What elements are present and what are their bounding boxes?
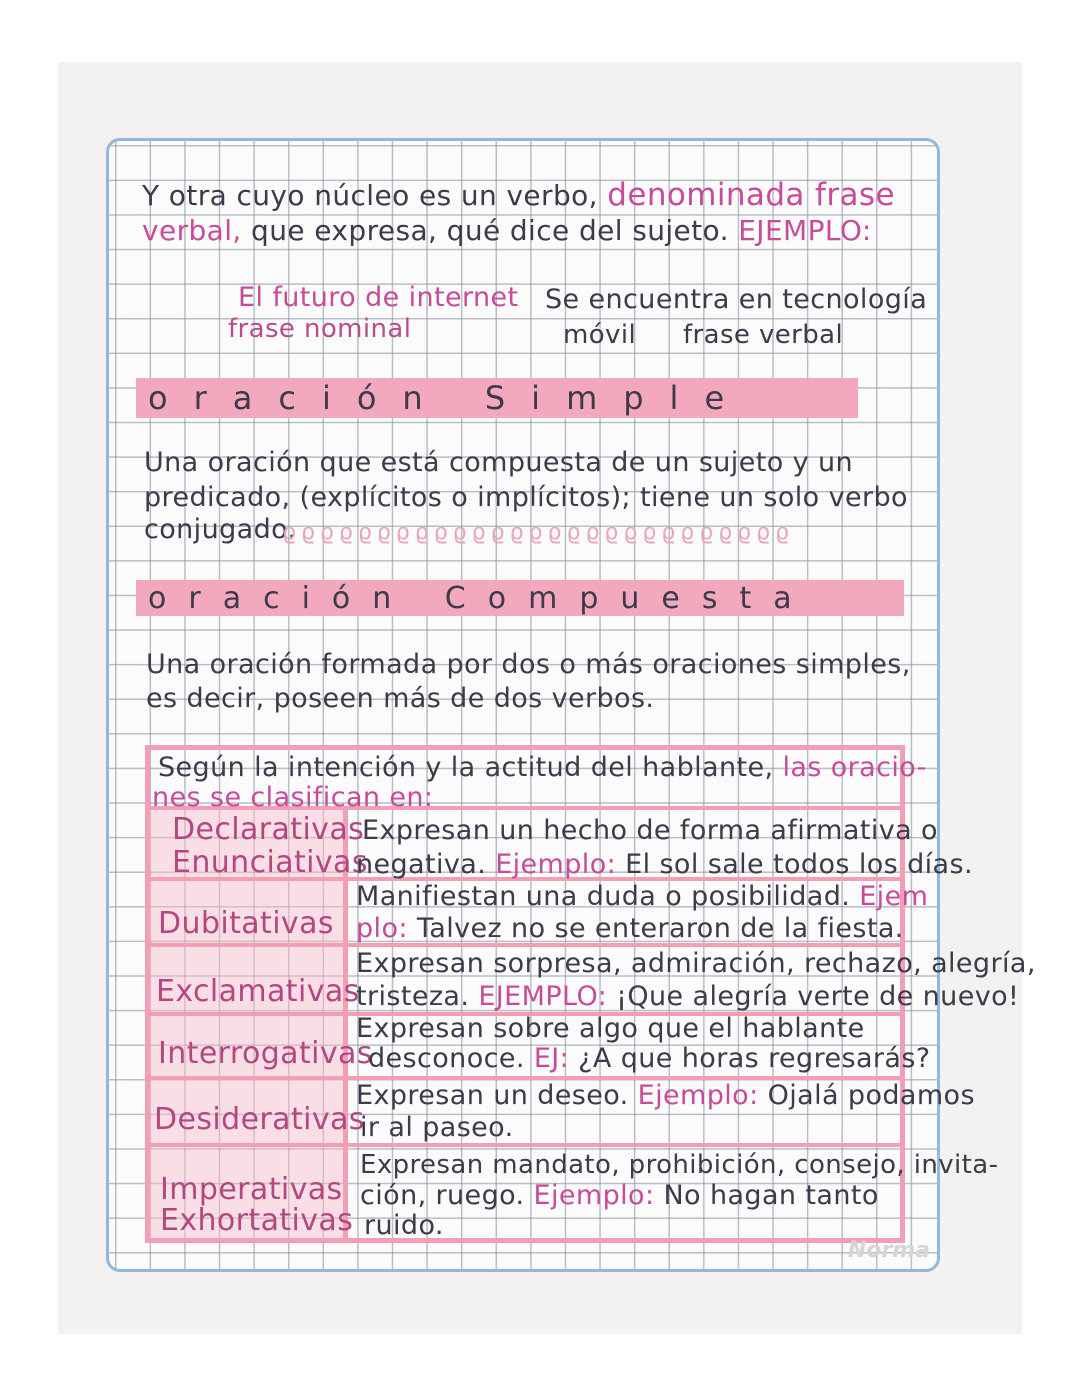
intro-term: denominada frase	[607, 177, 895, 213]
example-verbal-phrase-2: móvil	[563, 320, 637, 350]
desc-imperativas-2	[360, 1180, 879, 1211]
compuesta-definition-line-1: Una oración formada por dos o más oraciones simples,	[146, 649, 911, 680]
label-exhortativas: Exhortativas	[160, 1203, 354, 1238]
section-title-compuesta: oración Compuesta	[148, 580, 814, 616]
notebook-brand-logo: Norma	[847, 1238, 930, 1263]
simple-definition-line-1: Una oración que está compuesta de un sujeto y un	[144, 447, 853, 478]
classification-intro-term: las oracio-	[782, 752, 927, 783]
desc-text: desconoce.	[368, 1043, 525, 1074]
intro-example-label: EJEMPLO:	[738, 214, 872, 247]
label-interrogativas: Interrogativas	[158, 1036, 373, 1071]
example-verbal-label: frase verbal	[683, 320, 844, 350]
section-title-simple: oración Simple	[148, 379, 751, 417]
desc-imperativas-1: Expresan mandato, prohibición, consejo, invita-	[360, 1150, 999, 1180]
desc-dubitativas-2	[356, 913, 904, 944]
example-text: El sol sale todos los días.	[625, 849, 973, 880]
desc-desiderativas-2: ir al paseo.	[360, 1112, 514, 1143]
desc-text: negativa.	[356, 849, 487, 880]
classification-intro-line-1	[158, 752, 927, 783]
label-dubitativas: Dubitativas	[158, 906, 334, 941]
desc-declarativas-2	[356, 849, 973, 880]
desc-exclamativas-2	[356, 981, 1019, 1012]
section-banner-compuesta	[136, 580, 904, 616]
label-imperativas: Imperativas	[160, 1172, 343, 1207]
desc-dubitativas-1	[356, 881, 928, 912]
intro-term-verbal: verbal,	[142, 214, 242, 247]
example-text: Talvez no se enteraron de la fiesta.	[416, 913, 904, 944]
desc-imperativas-3: ruido.	[364, 1210, 444, 1241]
desc-text: ción, ruego.	[360, 1180, 525, 1211]
example-text: No hagan tanto	[663, 1180, 879, 1211]
compuesta-definition-line-2: es decir, poseen más de dos verbos.	[146, 683, 655, 714]
example-text: Ojalá podamos	[767, 1080, 975, 1111]
intro-text-2: que expresa, qué dice del sujeto.	[251, 214, 729, 247]
example-text: ¡Que alegría verte de nuevo!	[616, 981, 1020, 1012]
decorative-dots: ϱϱϱϱϱϱϱϱϱϱϱϱϱϱϱϱϱϱϱϱϱϱϱϱϱϱϱ	[282, 520, 795, 545]
simple-definition-line-3: conjugado.	[144, 514, 297, 545]
desc-text: tristeza.	[356, 981, 470, 1012]
desc-exclamativas-1: Expresan sorpresa, admiración, rechazo, alegría,	[356, 948, 1036, 979]
label-exclamativas: Exclamativas	[156, 974, 360, 1009]
example-label: Ejem	[859, 881, 929, 912]
desc-text: Manifiestan una duda o posibilidad.	[356, 881, 851, 912]
label-enunciativas: Enunciativas	[172, 845, 368, 880]
classification-intro-line-2: nes se clasifican en:	[152, 782, 434, 813]
desc-text: Expresan un deseo.	[356, 1080, 629, 1111]
desc-interrogativas-2	[368, 1043, 931, 1074]
label-declarativas: Declarativas	[172, 812, 365, 847]
example-nominal-phrase: El futuro de internet	[238, 282, 519, 313]
example-label: EJ:	[533, 1043, 570, 1074]
example-label: plo:	[356, 913, 408, 944]
desc-declarativas-1: Expresan un hecho de forma afirmativa o	[362, 815, 938, 846]
example-nominal-label: frase nominal	[228, 314, 412, 344]
example-label: Ejemplo:	[637, 1080, 759, 1111]
example-label: EJEMPLO:	[478, 981, 608, 1012]
example-label: Ejemplo:	[533, 1180, 655, 1211]
section-banner-simple	[136, 378, 858, 418]
desc-interrogativas-1: Expresan sobre algo que el hablante	[356, 1013, 865, 1044]
label-desiderativas: Desiderativas	[154, 1102, 365, 1137]
example-text: ¿A que horas regresarás?	[578, 1043, 931, 1074]
intro-line-2	[142, 214, 872, 247]
intro-line-1	[142, 177, 895, 213]
intro-text: Y otra cuyo núcleo es un verbo,	[142, 179, 598, 212]
simple-definition-line-2: predicado, (explícitos o implícitos); tiene un solo verbo	[144, 482, 908, 513]
classification-intro-text: Según la intención y la actitud del hablante,	[158, 752, 774, 783]
desc-desiderativas-1	[356, 1080, 975, 1111]
example-label: Ejemplo:	[495, 849, 617, 880]
example-verbal-phrase: Se encuentra en tecnología	[545, 284, 928, 315]
